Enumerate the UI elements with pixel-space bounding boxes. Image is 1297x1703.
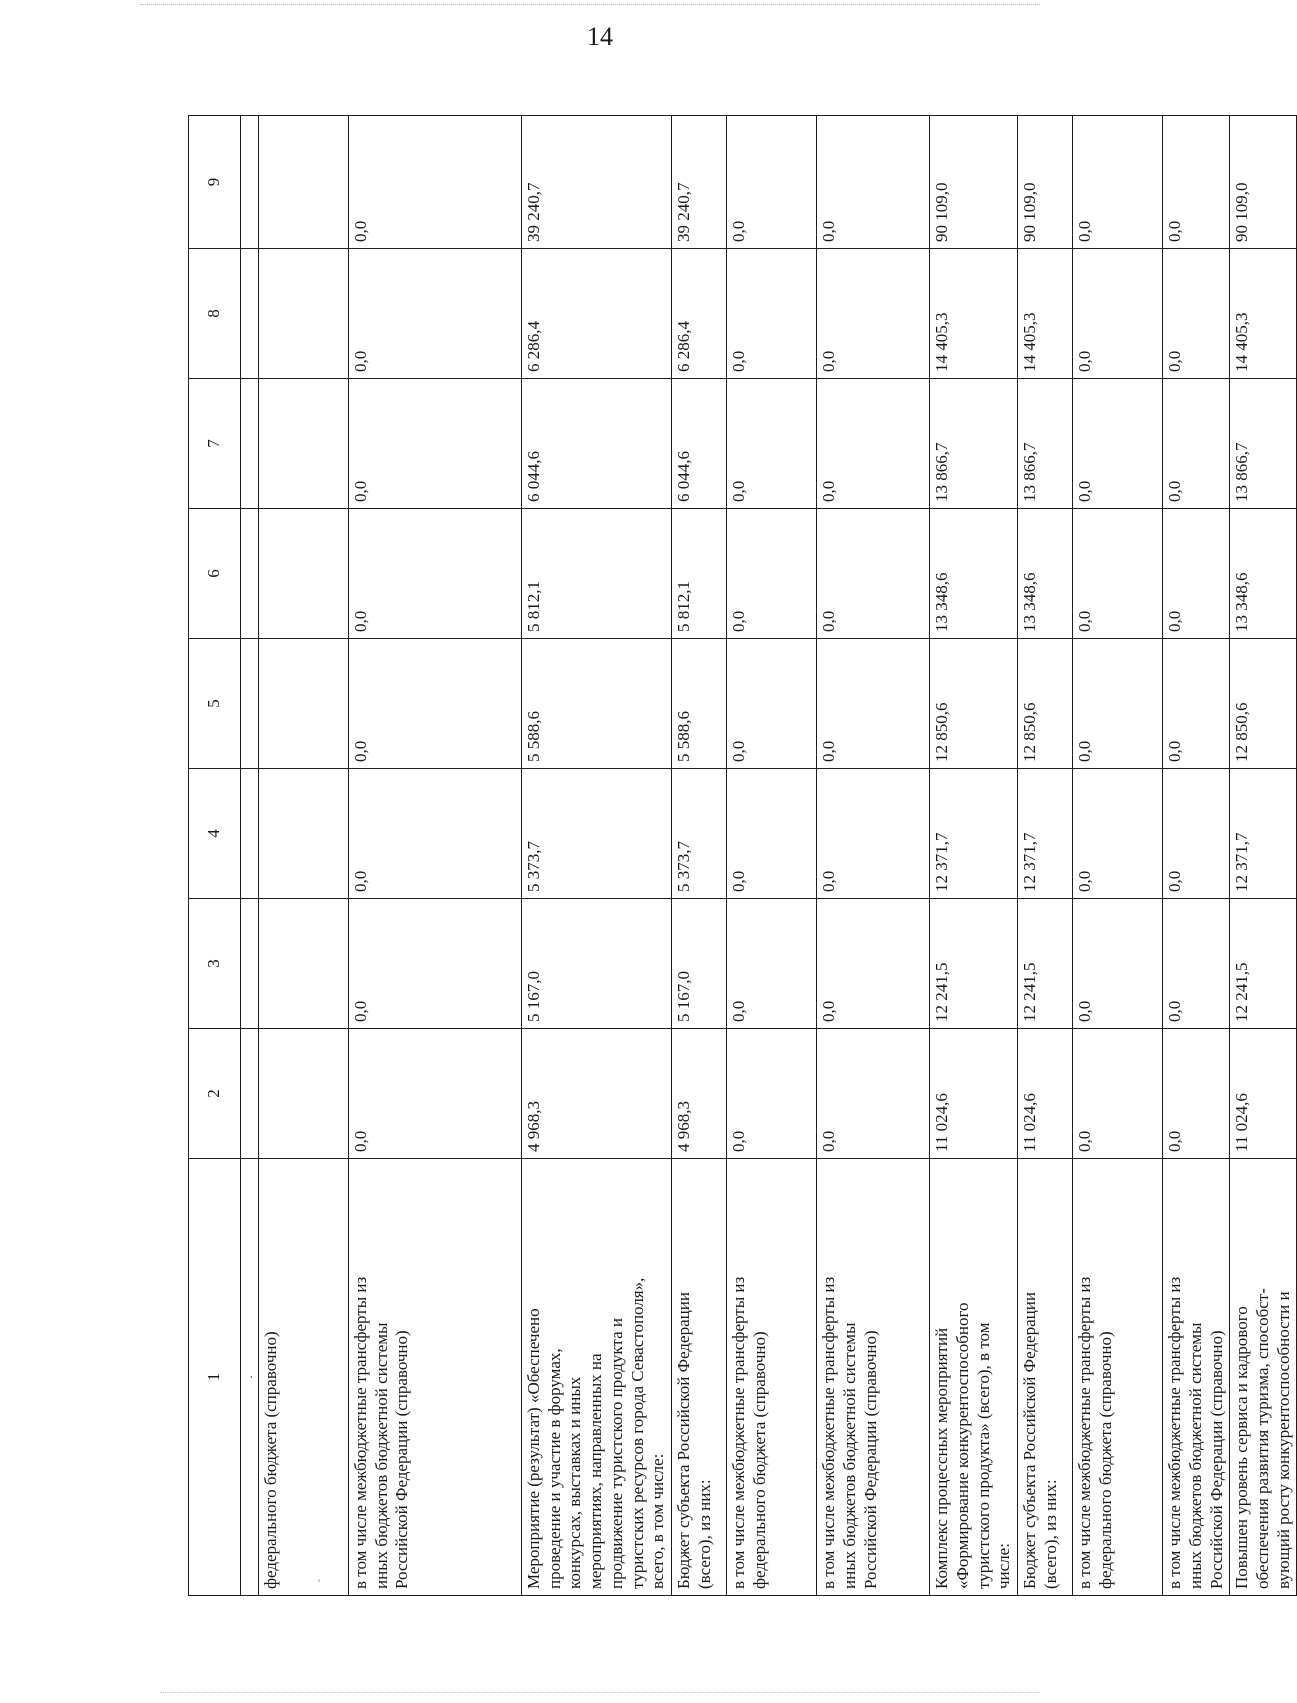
column-number-cell: 6 bbox=[189, 509, 241, 639]
value-cell: 0,0 bbox=[1163, 769, 1230, 899]
table-row bbox=[672, 116, 727, 1596]
value-cell: 12 371,7 bbox=[930, 769, 1018, 899]
row-label-line: в том числе межбюджетные трансферты из bbox=[819, 1276, 839, 1589]
value-cell: 5 167,0 bbox=[672, 899, 727, 1029]
value-cell: 0,0 bbox=[349, 899, 522, 1029]
value-cell: 11 024,6 bbox=[930, 1029, 1018, 1159]
value-cell: 13 866,7 bbox=[930, 379, 1018, 509]
value-cell: 0,0 bbox=[1073, 509, 1163, 639]
value-cell: 0,0 bbox=[727, 639, 817, 769]
value-cell: 13 866,7 bbox=[1230, 379, 1297, 509]
value-cell: 12 850,6 bbox=[930, 639, 1018, 769]
table-row bbox=[817, 116, 930, 1596]
row-label-line: туристских ресурсов города Севастополя», bbox=[627, 1277, 647, 1589]
value-cell: 14 405,3 bbox=[1018, 249, 1073, 379]
row-label-line: туристского продукта» (всего), в том bbox=[973, 1322, 993, 1589]
row-label-line: Российской Федерации (справочно) bbox=[1206, 1330, 1226, 1589]
row-label-cell bbox=[727, 1159, 817, 1596]
row-label-line: иных бюджетов бюджетной системы bbox=[839, 1322, 859, 1589]
value-cell: 0,0 bbox=[727, 509, 817, 639]
row-label-cell bbox=[1018, 1159, 1073, 1596]
column-number-cell: 5 bbox=[189, 639, 241, 769]
row-label-line: Бюджет субъекта Российской Федерации bbox=[674, 1292, 694, 1589]
row-label-cell bbox=[672, 1159, 727, 1596]
value-cell: 39 240,7 bbox=[522, 116, 672, 249]
row-label-line: в том числе межбюджетные трансферты из bbox=[1165, 1276, 1185, 1589]
value-cell: 0,0 bbox=[727, 116, 817, 249]
value-cell: 0,0 bbox=[817, 639, 930, 769]
row-label-cell bbox=[817, 1159, 930, 1596]
row-label-line: (всего), из них: bbox=[694, 1479, 714, 1589]
row-label-line: в том числе межбюджетные трансферты из bbox=[1075, 1276, 1095, 1589]
value-cell: 6 044,6 bbox=[672, 379, 727, 509]
value-cell: 4 968,3 bbox=[672, 1029, 727, 1159]
value-cell bbox=[259, 769, 349, 899]
value-cell: 6 286,4 bbox=[672, 249, 727, 379]
value-cell: 13 348,6 bbox=[1230, 509, 1297, 639]
value-cell: 13 348,6 bbox=[930, 509, 1018, 639]
row-label-line: числе: bbox=[994, 1543, 1014, 1589]
value-cell: 6 044,6 bbox=[522, 379, 672, 509]
subheader-cell bbox=[241, 899, 259, 1029]
row-label-line: Повышен уровень сервиса и кадрового bbox=[1232, 1306, 1252, 1589]
subheader-cell bbox=[241, 116, 259, 249]
value-cell: 90 109,0 bbox=[1230, 116, 1297, 249]
value-cell: 12 371,7 bbox=[1018, 769, 1073, 899]
value-cell: 0,0 bbox=[727, 769, 817, 899]
table-row bbox=[1018, 116, 1073, 1596]
table-row bbox=[259, 116, 349, 1596]
value-cell bbox=[259, 639, 349, 769]
row-label-line: продвижение туристского продукта и bbox=[606, 1318, 626, 1589]
value-cell: 0,0 bbox=[349, 509, 522, 639]
row-label-line: Мероприятие (результат) «Обеспечено bbox=[524, 1308, 543, 1589]
value-cell: 5 167,0 bbox=[522, 899, 672, 1029]
value-cell: 0,0 bbox=[1073, 769, 1163, 899]
row-label-line: в том числе межбюджетные трансферты из bbox=[351, 1276, 370, 1589]
column-number-row bbox=[189, 116, 241, 1596]
table-body bbox=[189, 116, 1297, 1596]
value-cell: 13 866,7 bbox=[1018, 379, 1073, 509]
value-cell: 0,0 bbox=[817, 509, 930, 639]
row-label-line: обеспечения развития туризма, способст- bbox=[1253, 1288, 1273, 1589]
value-cell: 0,0 bbox=[817, 249, 930, 379]
row-label-line: вующий росту конкурентоспособности и bbox=[1273, 1291, 1293, 1589]
value-cell bbox=[259, 379, 349, 509]
value-cell: 0,0 bbox=[727, 1029, 817, 1159]
table-row bbox=[1073, 116, 1163, 1596]
value-cell: 0,0 bbox=[817, 1029, 930, 1159]
value-cell: 13 348,6 bbox=[1018, 509, 1073, 639]
column-number-cell: 8 bbox=[189, 249, 241, 379]
value-cell: 90 109,0 bbox=[1018, 116, 1073, 249]
value-cell: 0,0 bbox=[1073, 379, 1163, 509]
value-cell: 0,0 bbox=[349, 1029, 522, 1159]
value-cell: 12 241,5 bbox=[1230, 899, 1297, 1029]
value-cell: 0,0 bbox=[1163, 116, 1230, 249]
subheader-cell bbox=[241, 1029, 259, 1159]
column-number-cell: 3 bbox=[189, 899, 241, 1029]
row-label-cell bbox=[349, 1159, 522, 1596]
value-cell: 0,0 bbox=[1073, 639, 1163, 769]
row-label-line: «Формирование конкурентоспособного bbox=[952, 1302, 972, 1589]
value-cell: 0,0 bbox=[349, 639, 522, 769]
subheader-cell: . bbox=[241, 1159, 259, 1596]
column-number-cell: 9 bbox=[189, 116, 241, 249]
value-cell: 0,0 bbox=[349, 379, 522, 509]
value-cell bbox=[259, 899, 349, 1029]
value-cell: 0,0 bbox=[1073, 899, 1163, 1029]
value-cell: 5 812,1 bbox=[672, 509, 727, 639]
value-cell: 12 241,5 bbox=[930, 899, 1018, 1029]
value-cell: 5 588,6 bbox=[672, 639, 727, 769]
value-cell bbox=[259, 1029, 349, 1159]
value-cell bbox=[259, 509, 349, 639]
value-cell: 0,0 bbox=[1163, 509, 1230, 639]
value-cell: 5 373,7 bbox=[672, 769, 727, 899]
value-cell: 0,0 bbox=[1073, 249, 1163, 379]
table-row bbox=[1163, 116, 1230, 1596]
row-label-cell bbox=[930, 1159, 1018, 1596]
value-cell: 0,0 bbox=[1163, 249, 1230, 379]
row-label-cell bbox=[1230, 1159, 1297, 1596]
row-label-line: конкурсах, выставках и иных bbox=[565, 1376, 585, 1589]
value-cell: 5 373,7 bbox=[522, 769, 672, 899]
row-label-cell bbox=[1073, 1159, 1163, 1596]
row-label-cell bbox=[1163, 1159, 1230, 1596]
row-label-cell bbox=[259, 1159, 349, 1596]
column-number-cell: 7 bbox=[189, 379, 241, 509]
row-label-line: Комплекс процессных мероприятий bbox=[932, 1327, 952, 1589]
value-cell: 12 850,6 bbox=[1230, 639, 1297, 769]
row-label-line: в том числе межбюджетные трансферты из bbox=[729, 1276, 749, 1589]
value-cell: 0,0 bbox=[817, 116, 930, 249]
scan-noise-top bbox=[140, 4, 1040, 6]
row-label-line: иных бюджетов бюджетной системы bbox=[1185, 1322, 1205, 1589]
value-cell: 6 286,4 bbox=[522, 249, 672, 379]
value-cell: 0,0 bbox=[1073, 116, 1163, 249]
value-cell: 39 240,7 bbox=[672, 116, 727, 249]
row-label-line: иных бюджетов бюджетной системы bbox=[371, 1322, 391, 1589]
table-row bbox=[349, 116, 522, 1596]
value-cell: 4 968,3 bbox=[522, 1029, 672, 1159]
value-cell: 5 812,1 bbox=[522, 509, 672, 639]
value-cell: 12 850,6 bbox=[1018, 639, 1073, 769]
budget-table bbox=[188, 115, 1297, 1596]
column-number-cell: 1 bbox=[189, 1159, 241, 1596]
subheader-row bbox=[241, 116, 259, 1596]
value-cell: 0,0 bbox=[349, 116, 522, 249]
value-cell: 0,0 bbox=[349, 769, 522, 899]
row-label-line: проведение и участие в форумах, bbox=[544, 1348, 564, 1589]
value-cell: 0,0 bbox=[817, 769, 930, 899]
value-cell: 11 024,6 bbox=[1230, 1029, 1297, 1159]
row-label-line: мероприятиях, направленных на bbox=[586, 1353, 606, 1589]
value-cell: 0,0 bbox=[727, 379, 817, 509]
value-cell: 14 405,3 bbox=[1230, 249, 1297, 379]
row-label-line: (всего), из них: bbox=[1040, 1479, 1060, 1589]
value-cell: 12 371,7 bbox=[1230, 769, 1297, 899]
subheader-cell bbox=[241, 769, 259, 899]
rotated-table-container bbox=[188, 116, 1293, 1596]
value-cell: 0,0 bbox=[1073, 1029, 1163, 1159]
subheader-cell bbox=[241, 379, 259, 509]
value-cell bbox=[259, 249, 349, 379]
value-cell: 0,0 bbox=[1163, 379, 1230, 509]
table-row bbox=[930, 116, 1018, 1596]
value-cell: 0,0 bbox=[1163, 1029, 1230, 1159]
row-label-line: Российской Федерации (справочно) bbox=[392, 1330, 412, 1589]
table-row bbox=[1230, 116, 1297, 1596]
row-label-line: всего, в том числе: bbox=[648, 1453, 668, 1589]
table-row bbox=[522, 116, 672, 1596]
row-label-line: Бюджет субъекта Российской Федерации bbox=[1020, 1292, 1040, 1589]
value-cell: 14 405,3 bbox=[930, 249, 1018, 379]
row-label-cell bbox=[522, 1159, 672, 1596]
page-number: 14 bbox=[587, 22, 613, 51]
subheader-cell bbox=[241, 639, 259, 769]
column-number-cell: 4 bbox=[189, 769, 241, 899]
subheader-cell bbox=[241, 249, 259, 379]
value-cell: 0,0 bbox=[817, 899, 930, 1029]
scan-noise-bottom bbox=[160, 1692, 1040, 1694]
scan-mark: ' bbox=[318, 1576, 321, 1590]
value-cell: 90 109,0 bbox=[930, 116, 1018, 249]
column-number-cell: 2 bbox=[189, 1029, 241, 1159]
value-cell: 0,0 bbox=[817, 379, 930, 509]
value-cell: 0,0 bbox=[349, 249, 522, 379]
value-cell: 5 588,6 bbox=[522, 639, 672, 769]
value-cell: 0,0 bbox=[727, 899, 817, 1029]
row-label-line: федерального бюджета (справочно) bbox=[749, 1331, 769, 1589]
value-cell: 0,0 bbox=[1163, 639, 1230, 769]
row-label-line: федерального бюджета (справочно) bbox=[1095, 1331, 1115, 1589]
row-label-line: федерального бюджета (справочно) bbox=[261, 1331, 280, 1589]
value-cell: 12 241,5 bbox=[1018, 899, 1073, 1029]
table-row bbox=[727, 116, 817, 1596]
subheader-cell bbox=[241, 509, 259, 639]
value-cell: 11 024,6 bbox=[1018, 1029, 1073, 1159]
value-cell: 0,0 bbox=[727, 249, 817, 379]
row-label-line: Российской Федерации (справочно) bbox=[860, 1330, 880, 1589]
value-cell: 0,0 bbox=[1163, 899, 1230, 1029]
value-cell bbox=[259, 116, 349, 249]
